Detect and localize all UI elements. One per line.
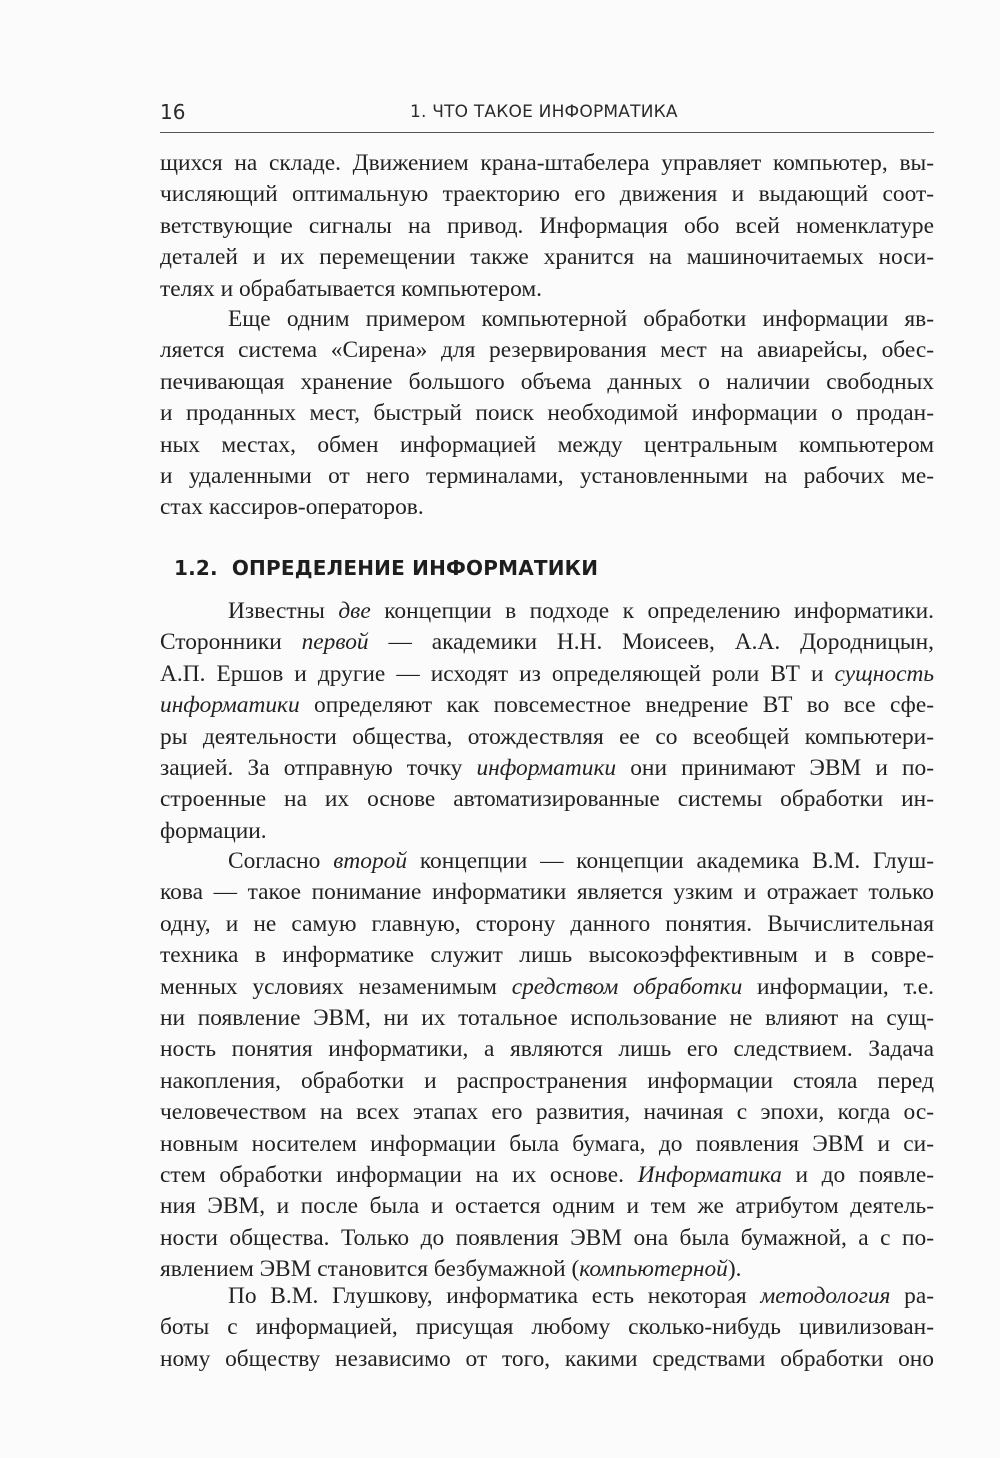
text-line: А.П. Ершов и другие — исходят из определяющей роли ВТ и сущность	[160, 660, 934, 687]
chapter-title: 1. ЧТО ТАКОЕ ИНФОРМАТИКА	[410, 102, 678, 122]
section-number: 1.2.	[174, 556, 218, 580]
text-line: новным носителем информации была бумага, до появления ЭВМ и си-	[160, 1130, 934, 1157]
text-line: ни появление ЭВМ, ни их тотальное использование не влияют на сущ-	[160, 1004, 934, 1031]
text-line: ность понятия информатики, а являются лишь его следствием. Задача	[160, 1036, 934, 1063]
text-line: Сторонники первой — академики Н.Н. Моисеев, А.А. Дородницын,	[160, 629, 934, 656]
text-line: ных местах, обмен информацией между центральным компьютером	[160, 431, 934, 458]
text-line: стах кассиров-операторов.	[160, 494, 424, 521]
text-line: щихся на складе. Движением крана-штабелера управляет компьютер, вы-	[160, 150, 934, 176]
text-line: ния ЭВМ, и после была и остается одним и тем же атрибутом деятель-	[160, 1193, 934, 1220]
text-line: менных условиях незаменимым средством обработки информации, т.е.	[160, 973, 934, 1000]
text-line: техника в информатике служит лишь высокоэффективным и в совре-	[160, 942, 934, 969]
text-line: печивающая хранение большого объема данных о наличии свободных	[160, 368, 934, 395]
paragraph-1	[160, 148, 934, 305]
text-line: зацией. За отправную точку информатики они принимают ЭВМ и по-	[160, 754, 934, 781]
text-line: боты с информацией, присущая любому сколько-нибудь цивилизован-	[160, 1314, 934, 1341]
text-line: явлением ЭВМ становится безбумажной (компьютерной).	[160, 1256, 742, 1283]
text-line: числяющий оптимальную траекторию его движения и выдающий соот-	[160, 181, 934, 208]
text-line: телях и обрабатывается компьютером.	[160, 275, 543, 302]
paragraph-4	[160, 846, 934, 1285]
text-line: и проданных мест, быстрый поиск необходимой информации о продан-	[160, 400, 934, 427]
page-number: 16	[160, 100, 186, 124]
text-line: деталей и их перемещении также хранится на машиночитаемых носи-	[160, 244, 934, 271]
running-header	[160, 96, 934, 133]
paragraph-2	[160, 304, 934, 524]
text-line: человечеством на всех этапах его развития, начиная с эпохи, когда ос-	[160, 1099, 934, 1126]
text-line: стем обработки информации на их основе. Информатика и до появле-	[160, 1161, 934, 1188]
text-line: информатики определяют как повсеместное внедрение ВТ во все сфе-	[160, 692, 934, 719]
text-line: ляется система «Сирена» для резервирования мест на авиарейсы, обес-	[160, 337, 934, 364]
text-line: Согласно второй концепции — концепции академика В.М. Глуш-	[228, 848, 934, 874]
text-line: строенные на их основе автоматизированные системы обработки ин-	[160, 786, 934, 813]
text-line: одну, и не самую главную, сторону данного понятия. Вычислительная	[160, 910, 934, 937]
section-heading	[174, 556, 598, 580]
text-line: накопления, обработки и распространения информации стояла перед	[160, 1067, 934, 1094]
text-line: кова — такое понимание информатики является узким и отражает только	[160, 879, 934, 906]
text-line: ветствующие сигналы на привод. Информация обо всей номенклатуре	[160, 212, 934, 239]
text-line: Еще одним примером компьютерной обработки информации яв-	[228, 306, 934, 332]
text-line: ному обществу независимо от того, какими средствами обработки оно	[160, 1345, 934, 1372]
section-title: ОПРЕДЕЛЕНИЕ ИНФОРМАТИКИ	[231, 556, 599, 580]
text-line: Известны две концепции в подходе к определению информатики.	[228, 598, 934, 624]
paragraph-5	[160, 1281, 934, 1375]
text-line: и удаленными от него терминалами, установленными на рабочих ме-	[160, 462, 934, 489]
text-line: ности общества. Только до появления ЭВМ она была бумажной, а с по-	[160, 1224, 934, 1251]
text-line: По В.М. Глушкову, информатика есть некоторая методология ра-	[228, 1283, 934, 1309]
paragraph-3	[160, 596, 934, 847]
text-line: формации.	[160, 817, 267, 844]
text-line: ры деятельности общества, отождествляя ее со всеобщей компьютери-	[160, 723, 934, 750]
